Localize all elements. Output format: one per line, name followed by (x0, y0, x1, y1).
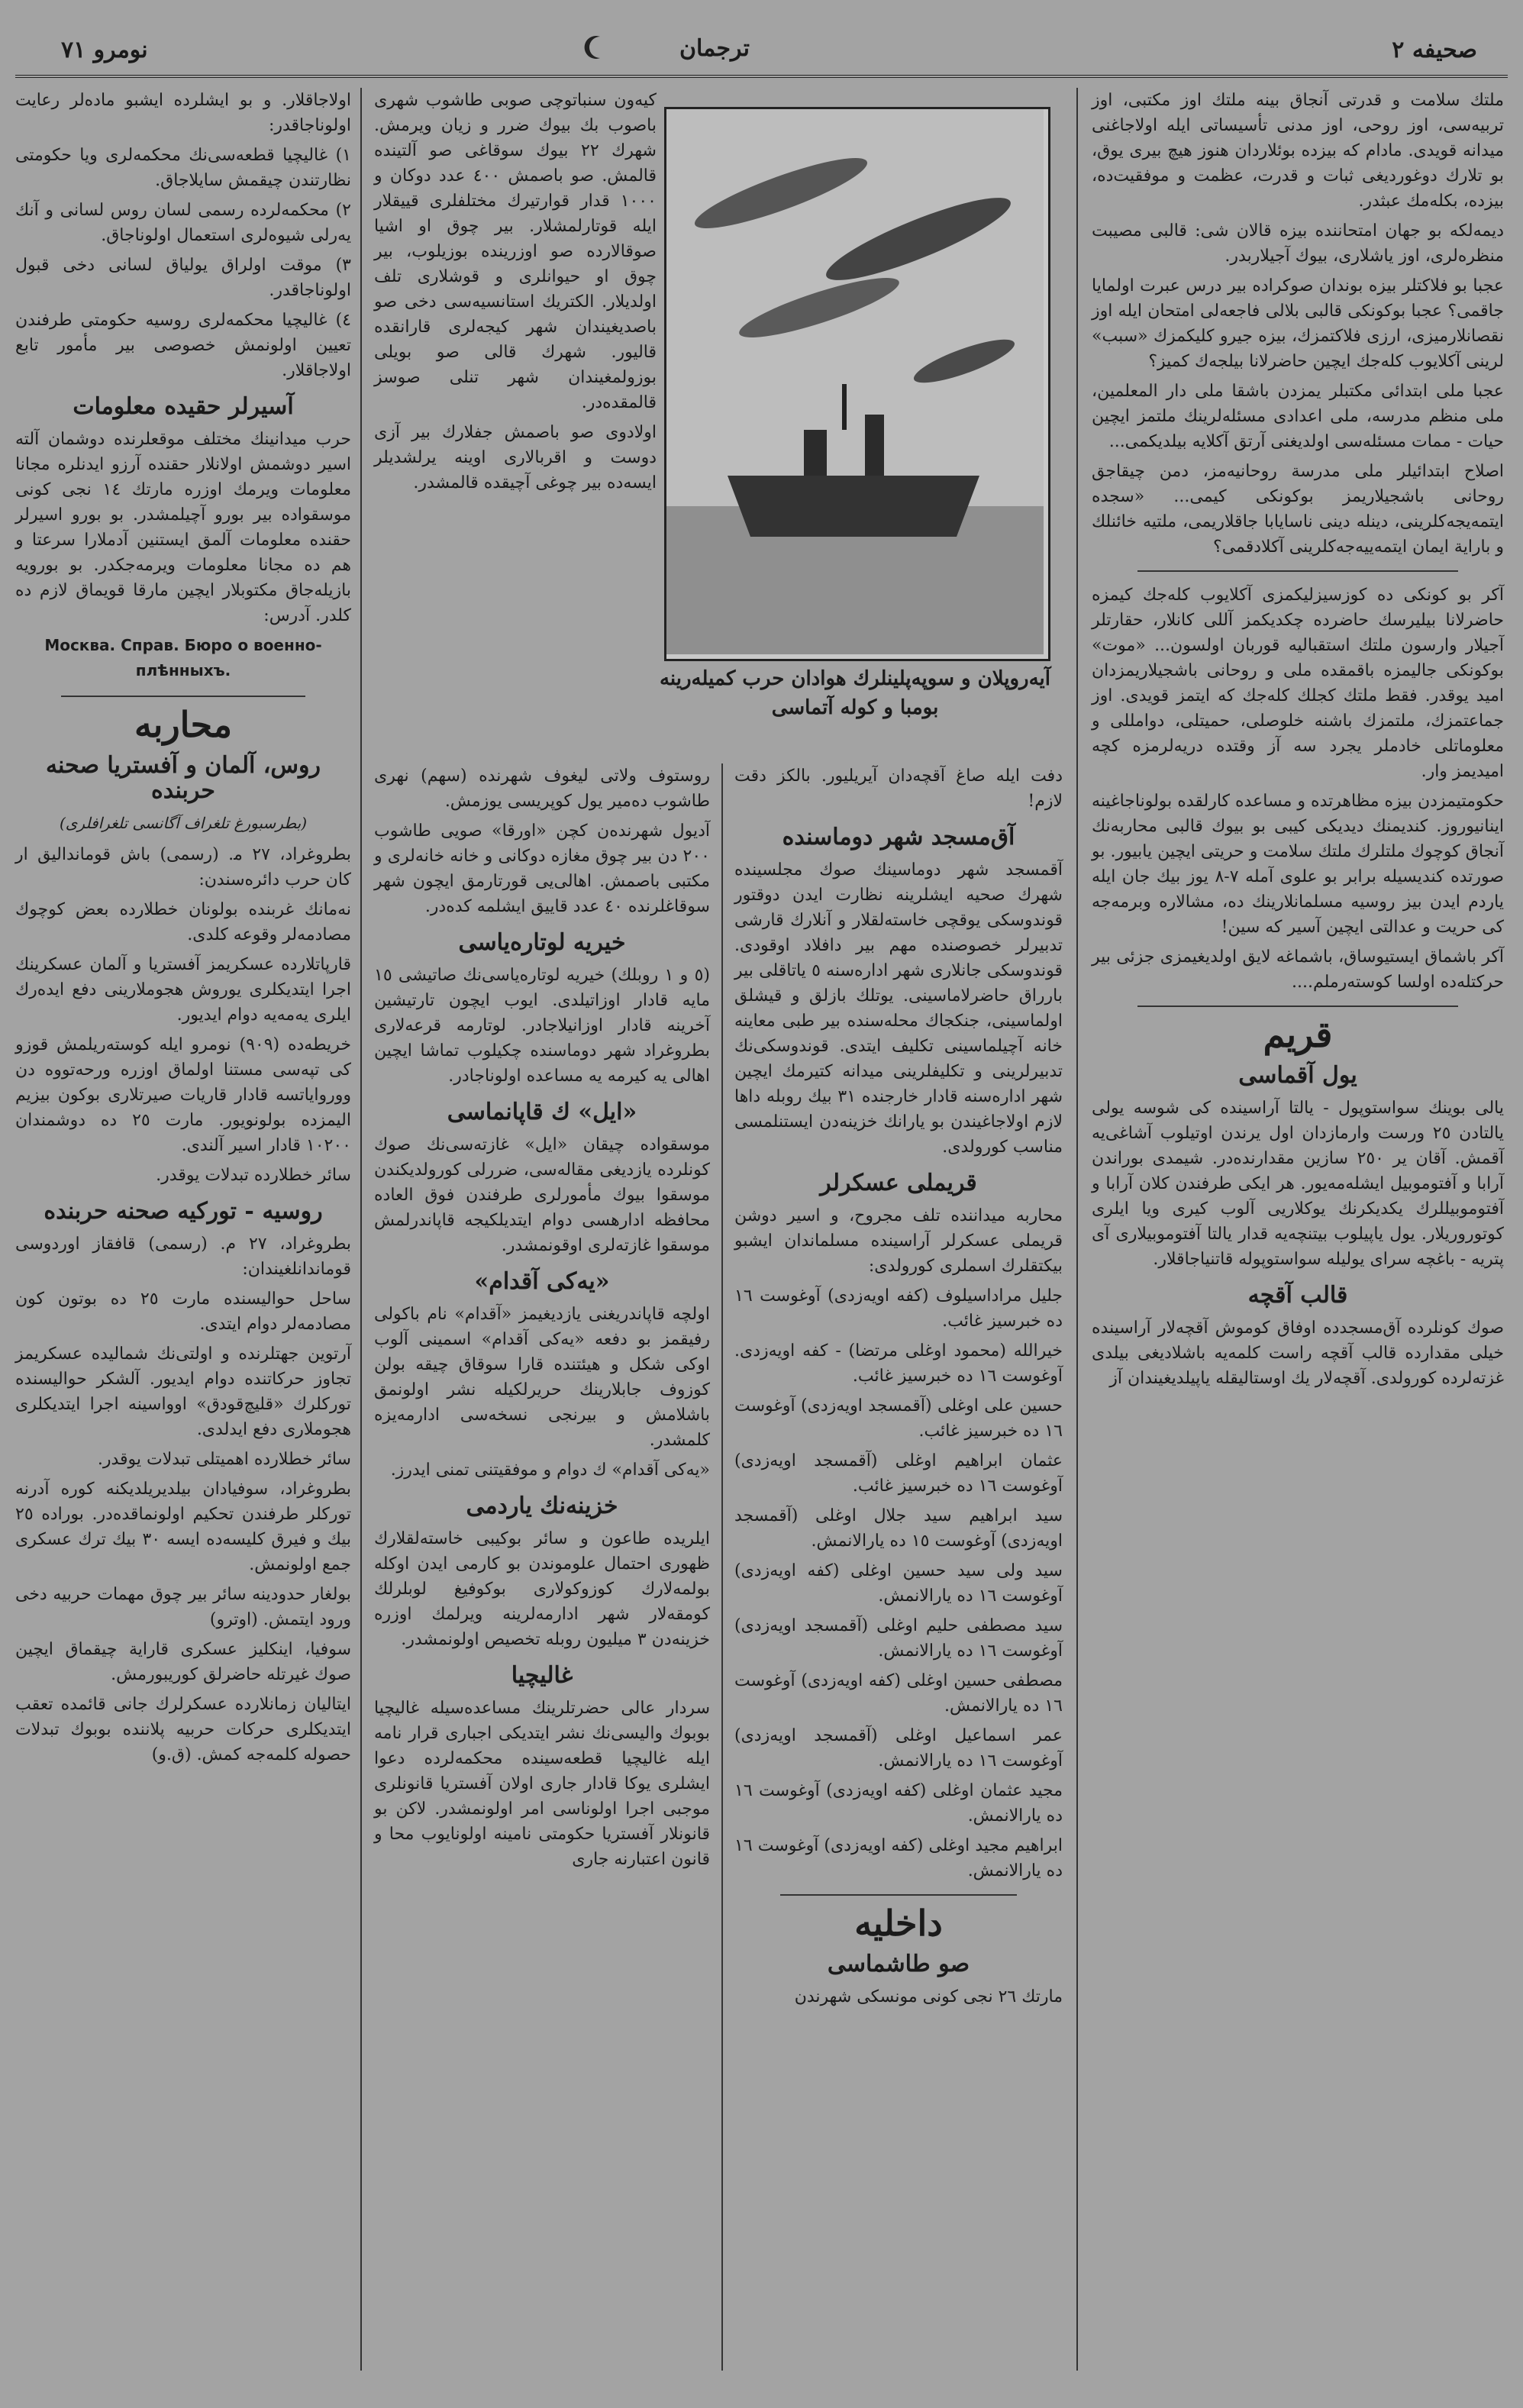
paragraph: آرتوين جهتلرنده و اولتى‌نك شماليده عسكريمز تجاوز حركاتنده دوام ايديور. آلشكر حواليسنده توركلرك «قليچ‌قودق» اوواسينه اجرا ايتديكلرى هجوملارى دفع ايدلدى. (15, 1344, 351, 1439)
article-heading: «يه‌كى آقدام» (474, 1268, 610, 1295)
list-item: جليل مراداسيلوف (كفه اويه‌زدى) آوغوست ١٦ ده خبرسيز غائب. (734, 1286, 1063, 1331)
crescent-emblem-icon (580, 32, 611, 63)
section-heading-crimea: قريم (1263, 1014, 1333, 1055)
telegraph-note: (بطرسبورغ تلغراف آگانسى تلغرافلرى) (59, 814, 308, 832)
paragraph: دفت ايله صاغ آقچه‌دان آيريليور. بالكز دقت لازم! (734, 767, 1063, 811)
paragraph: محاربه ميداننده تلف مجروح، و اسير دوشن قريملى عسكرلر آراسينده مسلماندان ايشبو بيكتقلرك اسملرى كورولدى: (734, 1206, 1063, 1276)
divider (780, 1894, 1017, 1896)
list-item: سيد ولى سيد حسين اوغلى (كفه اويه‌زدى) آوغوست ١٦ ده يارالانمش. (734, 1561, 1063, 1606)
article-heading: خزينه‌نك ياردمى (466, 1493, 618, 1519)
paragraph: (٥ و ١ روبلك) خيريه لوتاره‌ياسى‌نك صاتيشى ١٥ مايه قادار اوزاتيلدى. ايوب ايچون تارتيشين آخرينه قادار اوزانيلاجادر. لوتارمه قرعه‌لارى بطروغراد شهر دوماسنده چكيلوب تماشا ايچين اهالى يه كيرمه يه مساعده اولوناجادر. (374, 966, 710, 1086)
paragraph: روستوف ولاتى ليغوف شهرنده (سهم) نهرى طاشوب ده‌مير يول كوپريسى يوزمش. (374, 767, 710, 811)
list-item: حسين على اوغلى (آقمسجد اويه‌زدى) آوغوست ١٦ ده خبرسيز غائب. (734, 1396, 1063, 1441)
divider (1137, 1005, 1458, 1007)
paragraph: اولچه قاپاندريغنى يازديغيمز «آقدام» نام باكولى رفيقمز بو دفعه «يه‌كى آقدام» اسمينى آلوب اوكى شكل و هيئتنده قارا سوقاق چيقه بولن كوزوف جابلارينك حريرلكيله نشر اولونمق باشلامش و بيرنجى نسخه‌سى ادارمه‌يزه كلمشدر. (374, 1305, 710, 1450)
column-center-right (734, 763, 1063, 2014)
column-center-left-top (374, 88, 657, 500)
article-heading: آسيرلر حقيده معلومات (73, 393, 294, 420)
paragraph: سائر خطلارده اهميتلى تبدلات يوقدر. (97, 1450, 351, 1469)
paragraph: عجبا ملى ابتدائى مكتبلر يمزدن باشقا ملى دار المعلمين، ملى منظم مدرسه، ملى اعدادى مسئله‌لرينك ملتمز ايچين حيات - ممات مسئله‌سى اولديغنى آرتق آكلايه بيلديكمى... (1092, 382, 1504, 451)
article-heading: غاليچيا (511, 1662, 573, 1689)
divider (1137, 570, 1458, 572)
paragraph: اولادوى صو باصمش جفلارك بير آزى دوست و اقربالارى اوينه يرلشديلر ايسه‌ده بير چوغى آچيقده قالمشدر. (374, 423, 657, 492)
paragraph: ملتك سلامت و قدرتى آنجاق بينه ملتك اوز مكتبى، اوز تربيه‌سى، اوز روحى، اوز مدنى تأسيساتى ايله اولاجاغنى ميدانه قويدى. مادام كه بيزده بوئلاردان هنوز هيچ بيرى يوق، بو تلارك دوغورديغى ثبات و قدرت، عظمت و موفقيت‌ده، بيزده، بكله‌مك عبثدر. (1092, 91, 1504, 211)
paragraph: حكومتيمزدن بيزه مظاهرتده و مساعده كارلقده بولوناجاغينه اينانيوروز. كنديمنك ديديكى كيبى بو بيوك قالبى محاربه‌نك آنجاق كوچوك ملتلرك ملتك سلامت و حريتى ايچين يابيور. بو صورتده كنديسيله برابر بو علوى آمله ٧-٨ يوز بيك جان ايله ياردم ايدن بيز روسيه مسلمانلارينك ده، مشالاره وبرمه‌جه كى حريت و عدالتى ايچين آسير كه سين! (1092, 792, 1504, 937)
list-item: سيد مصطفى حليم اوغلى (آقمسجد اويه‌زدى) آوغوست ١٦ ده يارالانمش. (734, 1616, 1063, 1661)
paragraph: ساحل حواليسنده مارت ٢٥ ده بوتون كون مصادمه‌لر دوام ايتدى. (15, 1290, 351, 1334)
list-item: عثمان ابراهيم اوغلى (آقمسجد اويه‌زدى) آوغوست ١٦ ده خبرسيز غائب. (734, 1451, 1063, 1496)
article-heading: قريملى عسكرلر (820, 1170, 977, 1196)
paragraph: سائر خطلارده تبدلات يوقدر. (156, 1166, 351, 1185)
list-item: عمر اسماعيل اوغلى (آقمسجد اويه‌زدى) آوغوست ١٦ ده يارالانمش. (734, 1726, 1063, 1770)
newspaper-title: ترجمان (679, 35, 750, 62)
paragraph: آقمسجد شهر دوماسينك صوك مجلسينده شهرك صحيه ايشلرينه نظارت ايدن دوقتور قوندوسكى يوقچى خاسته‌لقلار و آنلارك قارشى تدبيرلر خصوصنده مهم بير دافلاد اوقودى. قوندوسكى جانلارى شهر اداره‌سنه ٥ ياتاقلى بير بارراق حاضرلاماسينى. يوتلك بازلق و قيشلق اولماسينى، جنكجاك محله‌سنده بير طبى معاينه خانه آچيلماسينى تكليف ايتدى. قوندوسكى‌نك تدبيرلرينى و تكليفلرينى ميدانه كتيرمك ايچين شهر اداره‌سنه قادار خارجنده ٣١ بيك روبله داها لازم اولاجاغيندن بو يارانك خزينه‌دن ايستنلمسى مناسب كورولدى. (734, 860, 1063, 1157)
article-heading: يول آقماسى (1238, 1062, 1357, 1089)
airship-battle-image (666, 109, 1044, 654)
article-heading: «ايل» ك قاپانماسى (447, 1099, 637, 1125)
paragraph: قارپاتلارده عسكريمز آفستريا و آلمان عسكرينك اجرا ايتديكلرى يوروش هجوملارينى دفع ايده‌رك ايلرى يه‌مه‌يه دوام ايديور. (15, 955, 351, 1025)
paragraph: حرب ميدانينك مختلف موقعلرنده دوشمان آلته اسير دوشمش اولانلار حقنده آرزو ايدنلره مجانا معلومات ويرمك اوزره مارتك ١٤ نجى كونى موسقواده بير بورو آچيلمشدر. بو بورو اسيرلر حقنده معلومات آلمق ايستنين آدملارا سرعتا و هم ده مجانا معلومات ويرمه‌جكدر. بو بورويه بازيله‌جاق مكتوبلار ايچين مارقا قويماق لازم ده كلدر. آدرس: (15, 430, 351, 625)
column-rule (360, 88, 362, 2371)
paragraph: بطروغراد، ٢٧ م. (رسمى) قافقاز اوردوسى قوماندانلغيندان: (15, 1235, 351, 1279)
column-left (15, 88, 351, 1772)
paragraph: بولغار حدودينه سائر بير چوق مهمات حربيه دخى ورود ايتمش. (اوترو) (15, 1585, 351, 1629)
list-item: ٤) غاليچيا محكمه‌لرى روسيه حكومتى طرفندن تعيين اولونمش خصوصى بير مأمور تابع اولاجاقلار. (15, 311, 351, 380)
paragraph: آديول شهرنده‌ن كچن «اورقا» صويى طاشوب ٢٠٠ دن بير چوق مغازه دوكانى و خانه خانه‌لرى و مكتبى باصمش. اهالى‌يى قورتارمق ايچون شهر سوقاغلرنده ٤٠ عدد قاييق ايشلمه كده‌در. (374, 821, 710, 916)
section-heading-war: محاربه (134, 704, 233, 745)
article-heading: قالب آقچه (1247, 1282, 1348, 1309)
paragraph: موسقواده چيقان «ايل» غازته‌سى‌نك صوك كونلرده يازديغى مقاله‌سى، ضررلى كورولديكندن موسقوا بيوك مأمورلرى طرفندن فوق العاده محافظه ادارهسى دوام ايتديلكيجه قاپاندرلمش موسقوا غازته‌لرى اوقونمشدر. (374, 1135, 710, 1255)
column-rule (1076, 88, 1078, 2371)
paragraph: اصلاح ابتدائيلر ملى مدرسة روحانيه‌مز، دمن چيقاجق روحانى باشجيلاريمز بوكونكى كيمى... «سجده ايتمه‌يجه‌كلرينى، دينله دينى ناسايابا جاقلاريمى، ملتيه خائنلك و باراية ايمان ايتمه‌ييه‌جه‌كلرينى آكلادقمى؟ (1092, 462, 1504, 557)
list-item: سيد ابراهيم سيد جلال اوغلى (آقمسجد اويه‌زدى) آوغوست ١٥ ده يارالانمش. (734, 1506, 1063, 1551)
paragraph: آكر بو كونكى ده كوزسيزليكمزى آكلايوب كله‌جك كيمزه حاضرلانا بيليرسك حاضرده چكديكمز آللى كانلار، حقارتلر آجيلار وارسون ملتك استقباليه قوربان اولسون... «موت» بوكونكى جاليمزه باقمقده ملى و روحانى باشجيلاريمزدان اميد يوقدر. فقط ملتك كجلك كله‌جك كه ايتمز قويدى. اوز جماعتمزك، ملتمزك باشنه خلوصلى، حميتلى، دوامللى و معلوماتلى خادملر يجرد سه آز وقتده دريه‌لرمزه كچه اميديمز وار. (1092, 586, 1504, 781)
masthead (15, 31, 1508, 78)
illustration-warship-airships (664, 107, 1050, 661)
issue-number: نومرو ٧١ (61, 37, 148, 63)
paragraph: «يه‌كى آقدام» ك دوام و موفقيتنى تمنى ايدرز. (390, 1461, 710, 1480)
column-right (1092, 88, 1504, 1396)
paragraph: بطروغراد، ٢٧ م‍. (رسمى) باش قومانداليق ار كان حرب دائره‌سندن: (15, 845, 351, 889)
paragraph: آكر باشماق ايستيوساق، باشماغه لايق اولديغيمزى جزئى بير حركتله‌ده اولسا كوسته‌رملم.... (1092, 947, 1504, 992)
paragraph: ايتاليان زمانلارده عسكرلرك جانى قائمده تعقب ايتديكلرى حركات حربيه پلاننده بوبوك تبدلات حصوله كلمه‌جه كمش. (ق.و) (15, 1695, 351, 1764)
paragraph: ايلريده طاعون و سائر بوكيبى خاسته‌لقلارك ظهورى احتمال علوموندن بو كارمى ايدن اوكله بولمه‌لارك كوزوكولارى بوكوفيغ لوبلرلك كومقه‌لار شهر ادارمه‌لرينه ويرلمك اوزره خزينه‌دن ٣ ميليون روبله تخصيص اولونمشدر. (374, 1529, 710, 1649)
paragraph: كيه‌ون سنباتوچى صوبى طاشوب شهرى باصوب بك بيوك ضرر و زيان ويرمش. شهرك ٢٢ بيوك سوقاغى صو آلتينده قالمش. صو باصمش ٤٠٠ عدد دوكان و ١٠٠٠ قدار قوارتيرك مختلفلرى قييقلار ايله قوتارلمشلار. بير چوق او اشيا صوقالارده صو اوزرينده بوزيلوب، بير چوق او حيوانلرى و قوشلارى تلف اولديلار. الكتريك استانسيه‌سى دخى صو باصديغيندان شهر كيجه‌لرى قارانقده قاليور. شهرك قالى صو بويلى بوزولمغيندان شهر تنلى صوسز قالمقده‌در. (374, 91, 657, 412)
column-rule (721, 763, 723, 2371)
page-label: صحيفه ٢ (1392, 37, 1477, 63)
paragraph: صوك كونلرده آق‌مسجدده اوفاق كوموش آقچه‌لار آراسينده خيلى مقدارده قالب آقچه راست كلمه‌يه باشلاديغى بيلدى غزته‌لرده كورولدى. آقچه‌لار يك اوستاليقله ياپيلديغيندان آز (1092, 1319, 1504, 1388)
article-heading: روسيه - توركيه صحنه حربنده (44, 1198, 323, 1225)
paragraph: بطروغراد، سوفيادان بيلديريلديكنه كوره آدرنه توركلر طرفندن تحكيم اولونماقده‌در. بوراده ٢٥ بيك و فيرق كليسه‌ده ايسه ٣٠ بيك ترك عسكرى جمع اولونمش. (15, 1480, 351, 1574)
list-item: مجيد عثمان اوغلى (كفه اويه‌زدى) آوغوست ١٦ ده يارالانمش. (734, 1781, 1063, 1825)
paragraph: سوفيا، اينكليز عسكرى قاراية چيقماق ايچين صوك غيرتله حاضرلق كوريبورمش. (15, 1640, 351, 1684)
paragraph: ديمه‌لكه بو جهان امتحاننده بيزه قالان شى: قالبى مصيبت منظره‌لرى، اوز ياشلارى، بيوك آجيلاربدر. (1092, 221, 1504, 266)
section-heading-domestic: داخليه (854, 1903, 943, 1944)
paragraph: اولاجاقلار. و بو ايشلرده ايشبو ماده‌لر رعايت اولوناجاقدر: (15, 91, 351, 135)
paragraph: يالى بوينك سواستوپول - يالتا آراسينده كى شوسه يولى يالتادن ٢٥ ورست وارمازدان اول يرندن اوتيلوب آشاغى‌يه آقمش. آقان ير ٢٥٠ سازين مقدارنده‌در. شيمدى بوراندن آرابا و آفتوموبيل ايشله‌مه‌يور. هر ايكى طرفندن كلان آرابا و آفتوموبيللرك يكديكرنك يوكلاريى آلوب كيرى ويا ايلرى كوتوروريلار. يول ياپيلوب بيتنچه‌يه قدار يالتا آفتوموبيلارى آى پتريه - باغچه سراى يوليله سواستوپوله قاتنياجاقلار. (1092, 1099, 1504, 1269)
column-center-left (374, 763, 710, 1877)
list-item: ٣) موقت اولراق يولياق لسانى دخى قبول اولوناجاقدر. (15, 256, 351, 300)
list-item: مصطفى حسين اوغلى (كفه اويه‌زدى) آوغوست ١٦ ده يارالانمش. (734, 1671, 1063, 1716)
paragraph: سردار عالى حضرتلرينك مساعده‌سيله غاليچيا بوبوك واليسى‌نك نشر ايتديكى اجبارى قرار نامه ايله غاليچيا قطعه‌سينده محكمه‌لرده دعوا ايشلرى يوكا قادار جارى اولان آفستريا قانونلرى موجبى اجرا اولوناسى امر اولونمشدر. لاكن بو قانونلار آفستريا حكومتى نامينه اولونايوب محا و قانون اعتبارنه جارى (374, 1699, 710, 1869)
article-heading: خيريه لوتاره‌ياسى (458, 929, 626, 956)
list-item: ابراهيم مجيد اوغلى (كفه اويه‌زدى) آوغوست ١٦ ده يارالانمش. (734, 1836, 1063, 1880)
article-heading: صو طاشماسى (827, 1951, 970, 1977)
paragraph: نه‌مانك غربنده بولونان خطلارده بعض كوچوك مصادمه‌لر وقوعه كلدى. (15, 900, 351, 944)
article-heading: آق‌مسجد شهر دوماسنده (782, 824, 1015, 851)
divider (61, 696, 305, 697)
list-item: خيرالله (محمود اوغلى مرتضا) - كفه اويه‌زدى. آوغوست ١٦ ده خبرسيز غائب. (734, 1341, 1063, 1386)
russian-address: Москва. Справ. Бюро о военно-плѣнныхъ. (44, 636, 322, 679)
paragraph: مارتك ٢٦ نجى كونى مونسكى شهرندن (794, 1987, 1063, 2006)
paragraph: عجبا بو فلاكتلر بيزه بوندان صوكراده بير درس عبرت اولمايا جاقمى؟ عجبا بوكونكى قالبى بلالى فاجعه‌لى امتحان ايله اوز نقصانلارميزى، ارزى فلاكتمزك، بيزه جيرو كليكمزك «سبب» لرينى آكلايوب كله‌جك ايچين حاضرلانا بيلجه‌ك كميز؟ (1092, 276, 1504, 371)
list-item: ١) غاليچيا قطعه‌سى‌نك محكمه‌لرى ويا حكومتى نظارتندن چيقمش سايلاجاق. (15, 146, 351, 190)
paragraph: خريطه‌ده (٩٠٩) نومرو ايله كوسته‌ريلمش قوزو كى تپه‌سى مستنا اولماق اوزره ورحه‌تووه دن وورواياتسه قادار قاريات صيرتلارى بوكون بيزيم اليمزده بولونويور. مارت ٢٥ ده دوشمندان ١٠٢٠٠ قادار اسير آلندى. (15, 1035, 351, 1155)
illustration-caption: آيه‌روپلان و سوپه‌پلينلرك هوادان حرب كميله‌رينه بومبا و كوله آتماسى (659, 667, 1050, 719)
list-item: ٢) محكمه‌لرده رسمى لسان روس لسانى و آنك يه‌رلى شيوه‌لرى استعمال اولوناجاق. (15, 201, 351, 245)
article-heading: روس، آلمان و آفستريا صحنه حربنده (45, 752, 321, 804)
